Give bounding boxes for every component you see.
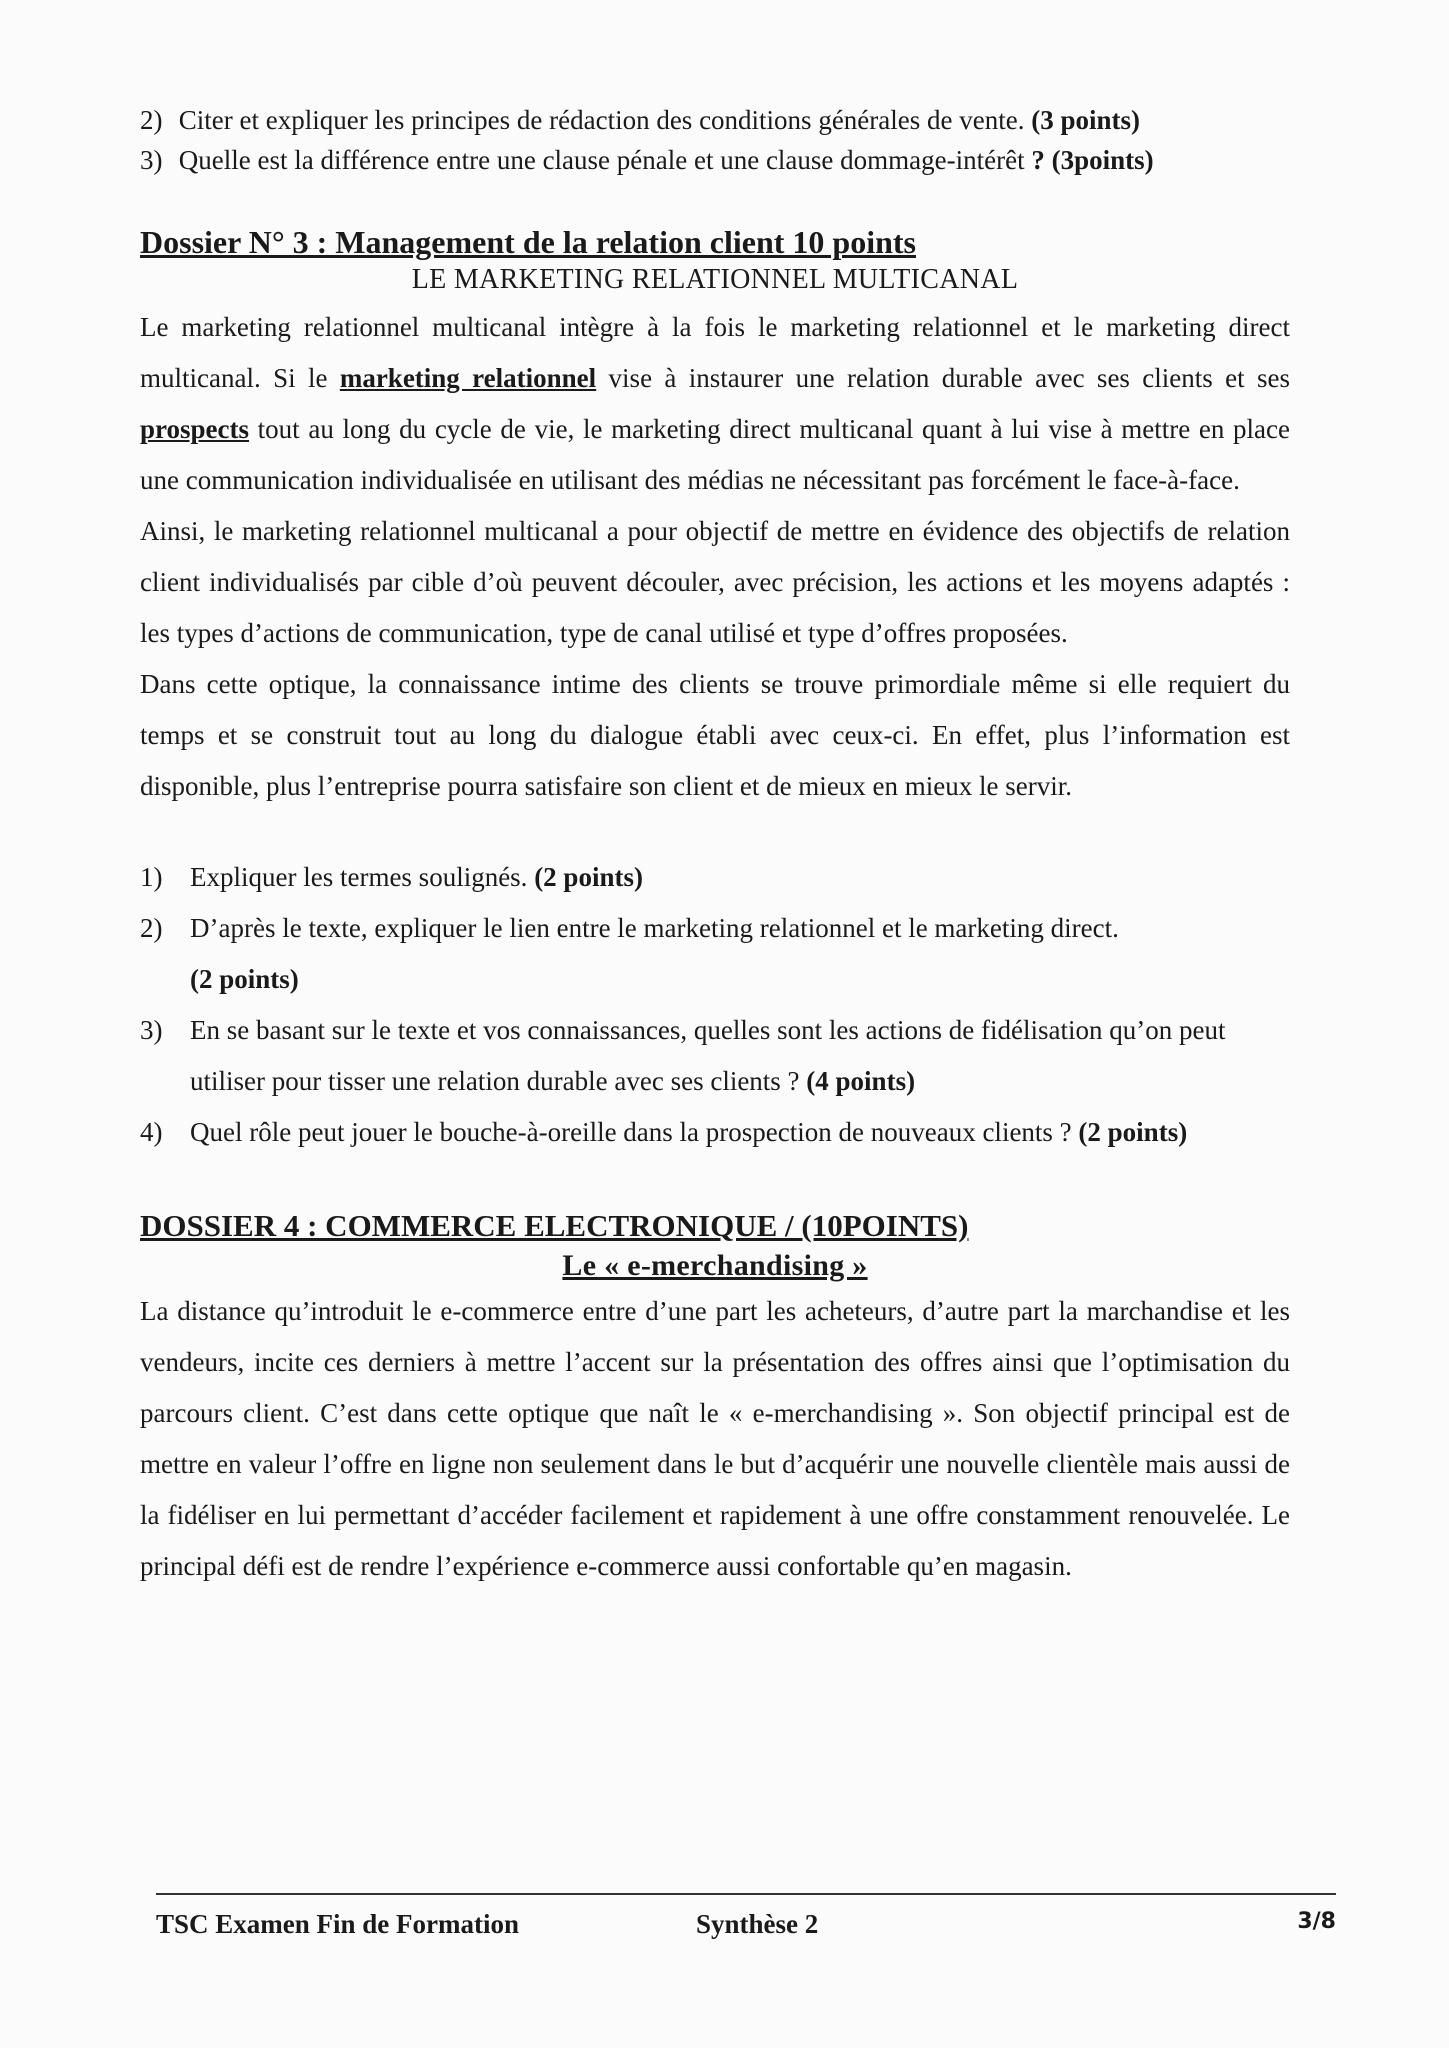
underlined-term-marketing-relationnel: marketing relationnel [339, 363, 597, 393]
dossier3-questions [140, 852, 1290, 1158]
dossier3-paragraph-3: Dans cette optique, la connaissance intime des clients se trouve primordiale même si elle requiert du temps et se construit tout au long du dialogue établi avec ceux-ci. En effet, plus l’information est disponible, plus l’entreprise pourra satisfaire son client et de mieux en mieux le servir. [140, 669, 1290, 801]
dossier3-subtitle: LE MARKETING RELATIONNEL MULTICANAL [411, 264, 1019, 295]
document-page [140, 100, 1290, 1592]
footer-page-number: 3/8 [1297, 1909, 1336, 1934]
question-2 [140, 100, 1290, 140]
footer-synthese-label: Synthèse 2 [696, 1909, 819, 1939]
dossier4-subtitle: Le « e-merchandising » [562, 1249, 868, 1282]
dossier4-paragraph: La distance qu’introduit le e-commerce entre d’une part les acheteurs, d’autre part la marchandise et les vendeurs, incite ces derniers à mettre l’accent sur la présentation des offres ainsi que l’optimisation du parcours client. C’est dans cette optique que naît le « e-merchandising ». Son objectif principal est de mettre en valeur l’offre en ligne non seulement dans le but d’acquérir une nouvelle clientèle mais aussi de la fidéliser en lui permettant d’accéder facilement et rapidement à une offre constamment renouvelée. Le principal défi est de rendre l’expérience e-commerce aussi confortable qu’en magasin. [140, 1296, 1290, 1581]
dossier3-title: Dossier N° 3 : Management de la relation client 10 points [140, 224, 916, 260]
list-item: 1) Expliquer les termes soulignés. (2 points) [140, 862, 643, 892]
dossier4-section [140, 1206, 1290, 1592]
list-item: 2) D’après le texte, expliquer le lien entre le marketing relationnel et le marketing direct. (2 points) [140, 913, 1119, 994]
question-points: (3 points) [1031, 105, 1140, 135]
question-3 [140, 140, 1290, 180]
page-footer [156, 1893, 1336, 1955]
question-number: 2) [140, 105, 163, 135]
underlined-term-prospects: prospects [140, 414, 250, 444]
dossier4-title: DOSSIER 4 : COMMERCE ELECTRONIQUE / (10POINTS) [140, 1208, 969, 1243]
list-item: 4) Quel rôle peut jouer le bouche-à-oreille dans la prospection de nouveaux clients ? (2 points) [140, 1117, 1188, 1147]
dossier3-paragraph-2: Ainsi, le marketing relationnel multicanal a pour objectif de mettre en évidence des objectifs de relation client individualisés par cible d’où peuvent découler, avec précision, les actions et les moyens adaptés : les types d’actions de communication, type de canal utilisé et type d’offres proposées. [140, 516, 1290, 648]
list-item: 3) En se basant sur le texte et vos connaissances, quelles sont les actions de fidélisation qu’on peut utiliser pour tisser une relation durable avec ses clients ? (4 points) [140, 1015, 1226, 1096]
question-number: 3) [140, 145, 163, 175]
footer-exam-label: TSC Examen Fin de Formation [156, 1909, 520, 1939]
question-text: Quelle est la différence entre une clause pénale et une clause dommage-intérêt [178, 145, 1032, 175]
question-text: Citer et expliquer les principes de rédaction des conditions générales de vente. [178, 105, 1032, 135]
question-points: ? (3points) [1031, 145, 1154, 175]
dossier3-paragraph-1: Le marketing relationnel multicanal intègre à la fois le marketing relationnel et le marketing direct multicanal. Si le marketing relationnel vise à instaurer une relation durable avec ses clients et ses prospects tout au long du cycle de vie, le marketing direct multicanal quant à lui vise à mettre en place une communication individualisée en utilisant des médias ne nécessitant pas forcément le face-à-face. [140, 312, 1291, 495]
